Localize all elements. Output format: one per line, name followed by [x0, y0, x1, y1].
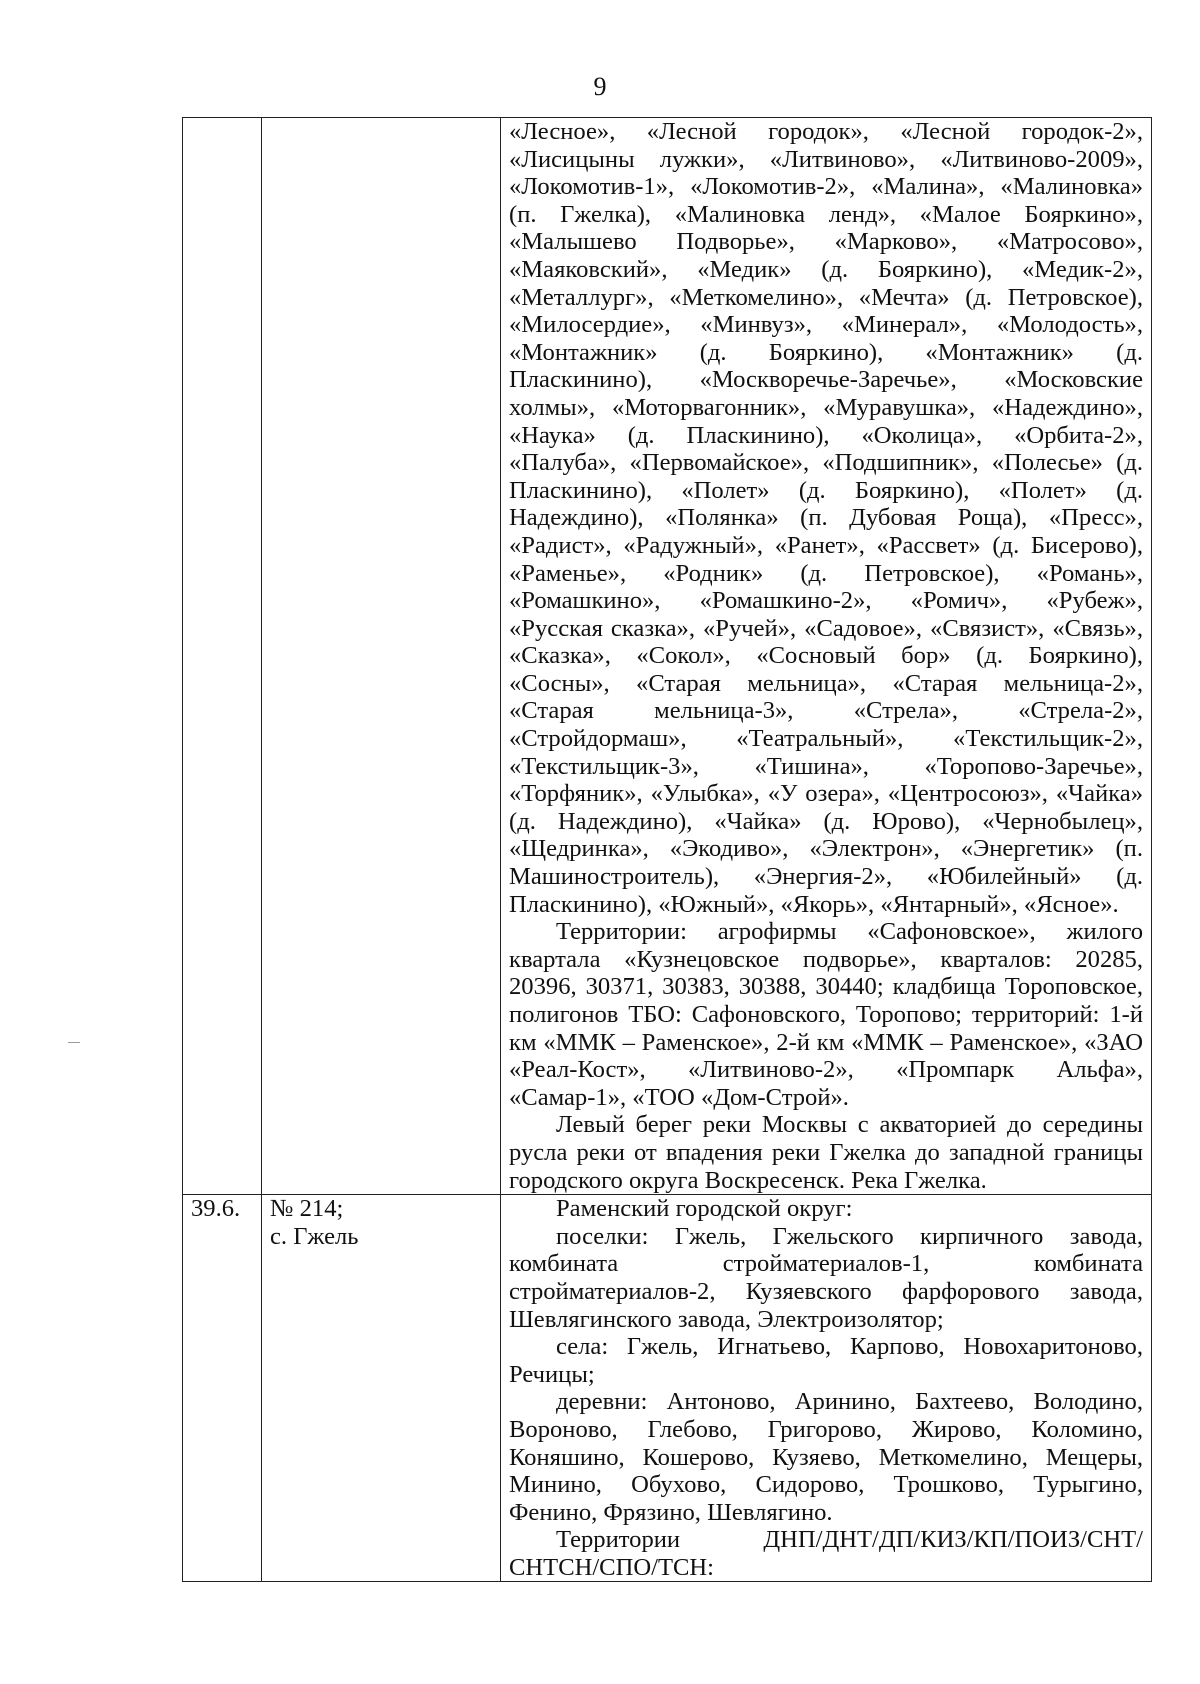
station-cell	[262, 118, 501, 1195]
row-number: 39.6.	[191, 1195, 241, 1223]
territory-paragraph: Территории: агрофирмы «Сафоновское», жилого квартала «Кузнецовское подворье», кварталов: 20285, 20396, 30371, 30383, 30388, 30440; кладбища Тороповское, полигонов ТБО: Сафоновского, Торопово; территорий: 1-й км «ММК – Раменское», 2-й км «ММК – Раменское», «ЗАО «Реал-Кост», «Литвиново-2», «Промпарк Альфа», «Самар-1», «ТОО «Дом-Строй».	[509, 918, 1143, 1111]
table-row	[183, 118, 1152, 1195]
territory-paragraph: Раменский городской округ:	[556, 1195, 853, 1223]
territory-paragraph: деревни: Антоново, Аринино, Бахтеево, Володино, Вороново, Глебово, Григорово, Жирово, Коломино, Коняшино, Кошерово, Кузяево, Меткомелино, Мещеры, Минино, Обухово, Сидорово, Трошково, Турыгино, Фенино, Фрязино, Шевлягино.	[509, 1388, 1143, 1526]
scan-margin-mark	[68, 1042, 80, 1043]
territory-paragraph: «Лесное», «Лесной городок», «Лесной городок-2», «Лисицыны лужки», «Литвиново», «Литвиново-2009», «Локомотив-1», «Локомотив-2», «Малина», «Малиновка» (п. Гжелка), «Малиновка ленд», «Малое Бояркино», «Малышево Подворье», «Марково», «Матросово», «Маяковский», «Медик» (д. Бояркино), «Медик-2», «Металлург», «Меткомелино», «Мечта» (д. Петровское), «Милосердие», «Минвуз», «Минерал», «Молодость», «Монтажник» (д. Бояркино), «Монтажник» (д. Пласкинино), «Москворечье-Заречье», «Московские холмы», «Моторвагонник», «Муравушка», «Надеждино», «Наука» (д. Пласкинино), «Околица», «Орбита-2», «Палуба», «Первомайское», «Подшипник», «Полесье» (д. Пласкинино), «Полет» (д. Бояркино), «Полет» (д. Надеждино), «Полянка» (п. Дубовая Роща), «Пресс», «Радист», «Радужный», «Ранет», «Рассвет» (д. Бисерово), «Раменье», «Родник» (д. Петровское), «Романь», «Ромашкино», «Ромашкино-2», «Ромич», «Рубеж», «Русская сказка», «Ручей», «Садовое», «Связист», «Связь», «Сказка», «Сокол», «Сосновый бор» (д. Бояркино), «Сосны», «Старая мельница», «Старая мельница-2», «Старая мельница-3», «Стрела», «Стрела-2», «Стройдормаш», «Театральный», «Текстильщик-2», «Текстильщик-3», «Тишина», «Торопово-Заречье», «Торфяник», «Улыбка», «У озера», «Центросоюз», «Чайка» (д. Надеждино), «Чайка» (д. Юрово), «Чернобылец», «Щедринка», «Экодиво», «Электрон», «Энергетик» (п. Машиностроитель), «Энергия-2», «Юбилейный» (д. Пласкинино), «Южный», «Якорь», «Янтарный», «Ясное».	[509, 118, 1143, 918]
districts-table	[182, 117, 1152, 1582]
station-line: с. Гжель	[270, 1222, 359, 1250]
territory-cell	[501, 118, 1152, 1195]
territory-paragraph: поселки: Гжель, Гжельского кирпичного завода, комбината стройматериалов-1, комбината стройматериалов-2, Кузяевского фарфорового завода, Шевлягинского завода, Электроизолятор;	[509, 1222, 1143, 1333]
page-number: 9	[593, 72, 607, 101]
table-row	[183, 1195, 1152, 1582]
row-number-cell	[183, 118, 262, 1195]
table-body	[183, 118, 1152, 1582]
territory-cell	[501, 1195, 1152, 1582]
territory-paragraph: Левый берег реки Москвы с акваторией до середины русла реки от впадения реки Гжелка до западной границы городского округа Воскресенск. Река Гжелка.	[509, 1111, 1143, 1194]
territory-paragraph: Территории ДНП/ДНТ/ДП/КИЗ/КП/ПОИЗ/СНТ/СНТСН/СПО/ТСН:	[509, 1526, 1143, 1581]
territory-paragraph: села: Гжель, Игнатьево, Карпово, Новохаритоново, Речицы;	[509, 1333, 1143, 1388]
station-cell	[262, 1195, 501, 1582]
station-line: № 214;	[270, 1195, 344, 1223]
row-number-cell	[183, 1195, 262, 1582]
